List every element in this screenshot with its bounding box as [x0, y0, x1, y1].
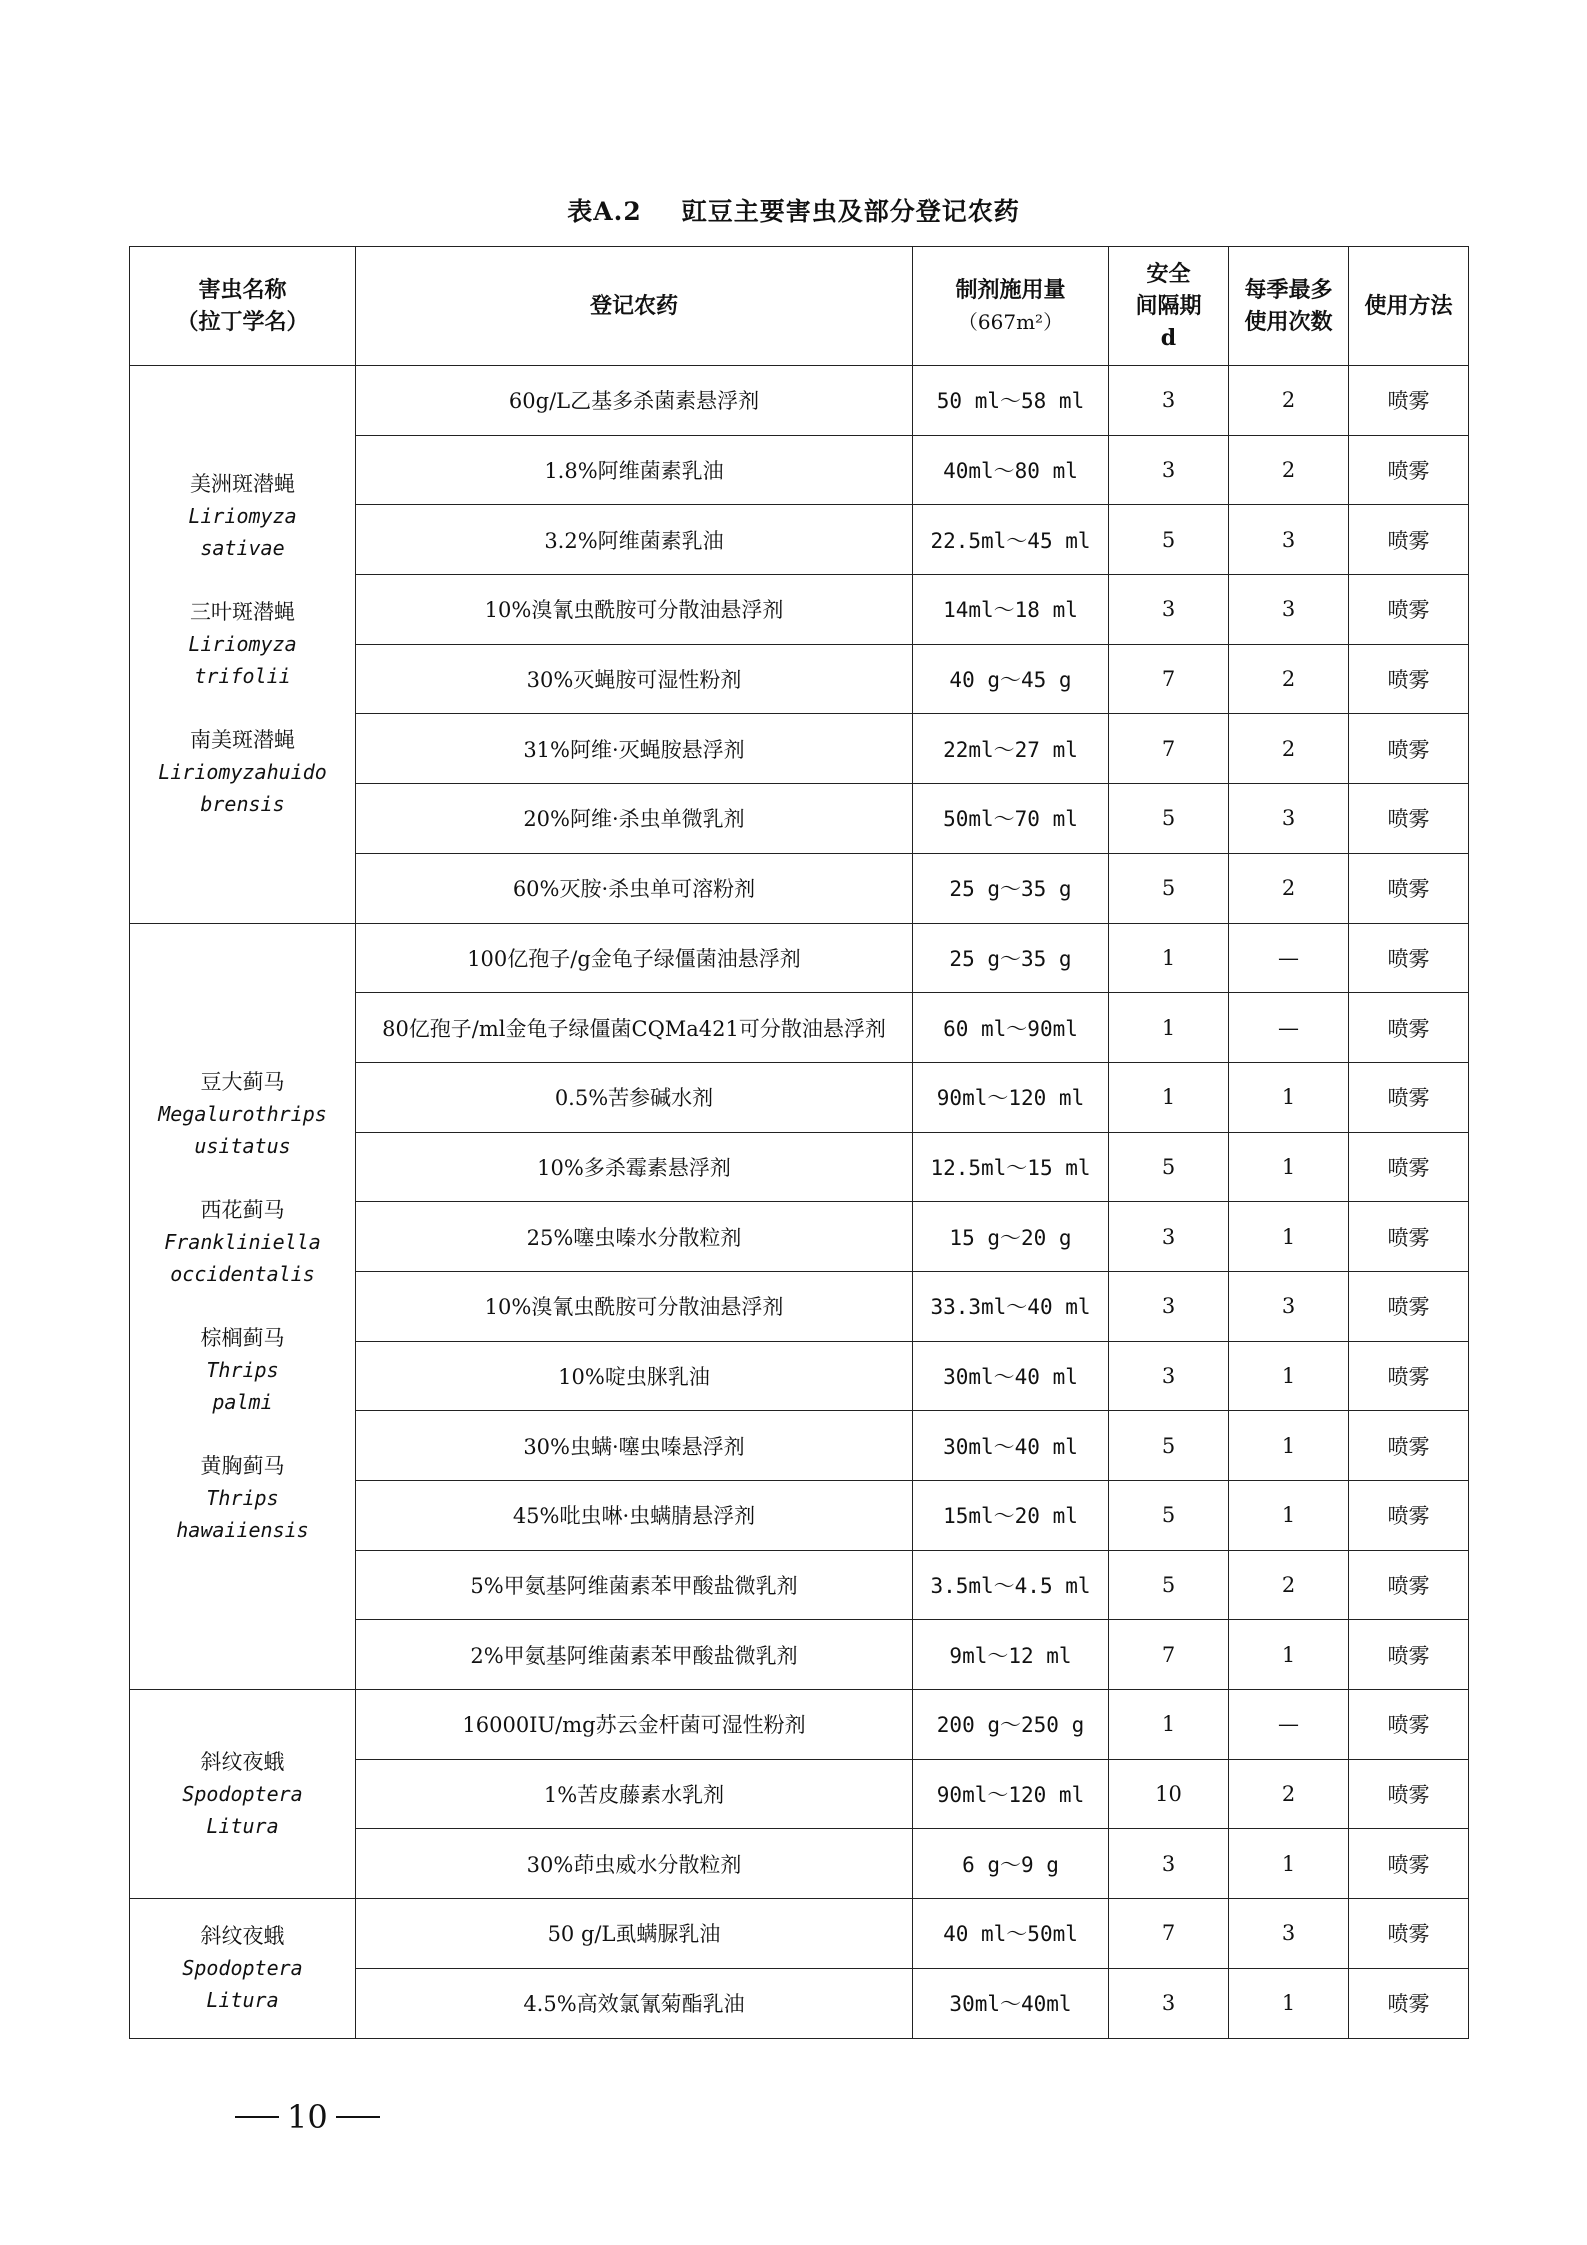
times-cell: 3 — [1229, 505, 1349, 575]
interval-cell: 3 — [1109, 575, 1229, 645]
dose-cell: 30ml～40 ml — [913, 1341, 1109, 1411]
pest-latin-name: Liriomyzahuido — [158, 760, 327, 785]
pest-entry — [134, 596, 351, 692]
dose-cell: 25 g～35 g — [913, 923, 1109, 993]
pest-latin-name: Litura — [206, 1988, 279, 2013]
page-number: 10 — [287, 2098, 328, 2136]
times-cell: 3 — [1229, 784, 1349, 854]
pesticide-cell: 10%啶虫脒乳油 — [356, 1341, 913, 1411]
method-cell: 喷雾 — [1349, 853, 1469, 923]
pest-latin-name: Thrips — [206, 1486, 279, 1511]
dose-cell: 22ml～27 ml — [913, 714, 1109, 784]
interval-cell: 5 — [1109, 784, 1229, 854]
method-cell: 喷雾 — [1349, 1481, 1469, 1551]
dose-cell: 50 ml～58 ml — [913, 366, 1109, 436]
pesticide-cell: 30%灭蝇胺可湿性粉剂 — [356, 644, 913, 714]
pest-entry — [134, 1322, 351, 1418]
pest-chinese-name: 豆大蓟马 — [200, 1070, 285, 1095]
method-cell: 喷雾 — [1349, 1829, 1469, 1899]
interval-cell: 1 — [1109, 993, 1229, 1063]
pesticide-cell: 60g/L乙基多杀菌素悬浮剂 — [356, 366, 913, 436]
method-cell: 喷雾 — [1349, 505, 1469, 575]
table-caption: 豇豆主要害虫及部分登记农药 — [681, 197, 1020, 226]
pest-chinese-name: 美洲斑潜蝇 — [190, 472, 295, 497]
dose-cell: 9ml～12 ml — [913, 1620, 1109, 1690]
method-cell: 喷雾 — [1349, 1899, 1469, 1969]
method-cell: 喷雾 — [1349, 1411, 1469, 1481]
pest-chinese-name: 斜纹夜蛾 — [200, 1750, 285, 1775]
method-cell: 喷雾 — [1349, 1271, 1469, 1341]
page-footer — [235, 2098, 380, 2136]
times-cell: 2 — [1229, 853, 1349, 923]
pest-cell — [130, 1899, 356, 2038]
pesticide-cell: 100亿孢子/g金龟子绿僵菌油悬浮剂 — [356, 923, 913, 993]
pest-latin-name: sativae — [200, 536, 285, 561]
dose-cell: 30ml～40 ml — [913, 1411, 1109, 1481]
pesticide-cell: 3.2%阿维菌素乳油 — [356, 505, 913, 575]
method-cell: 喷雾 — [1349, 1759, 1469, 1829]
pesticide-cell: 25%噻虫嗪水分散粒剂 — [356, 1202, 913, 1272]
dose-cell: 3.5ml～4.5 ml — [913, 1550, 1109, 1620]
header-pest: 害虫名称 （拉丁学名） — [130, 247, 356, 366]
interval-cell: 5 — [1109, 1481, 1229, 1551]
times-cell: 1 — [1229, 1132, 1349, 1202]
pest-chinese-name: 西花蓟马 — [200, 1198, 285, 1223]
interval-cell: 3 — [1109, 1341, 1229, 1411]
times-cell: 2 — [1229, 1759, 1349, 1829]
dose-cell: 60 ml～90ml — [913, 993, 1109, 1063]
pesticide-cell: 10%溴氰虫酰胺可分散油悬浮剂 — [356, 575, 913, 645]
pesticide-cell: 10%多杀霉素悬浮剂 — [356, 1132, 913, 1202]
times-cell: — — [1229, 1690, 1349, 1760]
pesticide-cell: 1%苦皮藤素水乳剂 — [356, 1759, 913, 1829]
header-pesticide: 登记农药 — [356, 247, 913, 366]
times-cell: 1 — [1229, 1968, 1349, 2038]
table-row — [130, 1690, 1469, 1760]
interval-cell: 7 — [1109, 1899, 1229, 1969]
interval-cell: 7 — [1109, 644, 1229, 714]
pesticide-cell: 60%灭胺·杀虫单可溶粉剂 — [356, 853, 913, 923]
pesticide-table — [129, 246, 1469, 2039]
pest-latin-name: hawaiiensis — [176, 1518, 309, 1543]
pest-chinese-name: 三叶斑潜蝇 — [190, 600, 295, 625]
pesticide-cell: 2%甲氨基阿维菌素苯甲酸盐微乳剂 — [356, 1620, 913, 1690]
dose-cell: 33.3ml～40 ml — [913, 1271, 1109, 1341]
interval-cell: 5 — [1109, 853, 1229, 923]
interval-cell: 5 — [1109, 1132, 1229, 1202]
times-cell: 3 — [1229, 1899, 1349, 1969]
table-title — [0, 192, 1587, 228]
dose-cell: 40ml～80 ml — [913, 435, 1109, 505]
pesticide-cell: 45%吡虫啉·虫螨腈悬浮剂 — [356, 1481, 913, 1551]
method-cell: 喷雾 — [1349, 1968, 1469, 2038]
pest-latin-name: occidentalis — [170, 1262, 315, 1287]
interval-cell: 1 — [1109, 1690, 1229, 1760]
pest-entry — [134, 468, 351, 564]
pesticide-cell: 16000IU/mg苏云金杆菌可湿性粉剂 — [356, 1690, 913, 1760]
pest-latin-name: Liriomyza — [188, 632, 297, 657]
pest-cell — [130, 366, 356, 924]
method-cell: 喷雾 — [1349, 1202, 1469, 1272]
interval-cell: 3 — [1109, 1968, 1229, 2038]
table-row — [130, 366, 1469, 436]
dose-cell: 40 g～45 g — [913, 644, 1109, 714]
dose-cell: 22.5ml～45 ml — [913, 505, 1109, 575]
times-cell: 2 — [1229, 366, 1349, 436]
header-times: 每季最多 使用次数 — [1229, 247, 1349, 366]
pest-latin-name: Frankliniella — [164, 1230, 321, 1255]
table-body — [130, 366, 1469, 2039]
interval-cell: 3 — [1109, 1202, 1229, 1272]
pest-cell — [130, 1690, 356, 1899]
pesticide-cell: 80亿孢子/ml金龟子绿僵菌CQMa421可分散油悬浮剂 — [356, 993, 913, 1063]
table-row — [130, 923, 1469, 993]
times-cell: 1 — [1229, 1202, 1349, 1272]
method-cell: 喷雾 — [1349, 644, 1469, 714]
pest-latin-name: Liriomyza — [188, 504, 297, 529]
times-cell: 1 — [1229, 1341, 1349, 1411]
times-cell: 2 — [1229, 1550, 1349, 1620]
pest-entry — [134, 1920, 351, 2016]
pesticide-cell: 50 g/L虱螨脲乳油 — [356, 1899, 913, 1969]
dose-cell: 90ml～120 ml — [913, 1062, 1109, 1132]
dose-cell: 12.5ml～15 ml — [913, 1132, 1109, 1202]
pest-latin-name: Spodoptera — [182, 1956, 303, 1981]
interval-cell: 3 — [1109, 435, 1229, 505]
pest-latin-name: Thrips — [206, 1358, 279, 1383]
method-cell: 喷雾 — [1349, 1620, 1469, 1690]
times-cell: 3 — [1229, 1271, 1349, 1341]
method-cell: 喷雾 — [1349, 784, 1469, 854]
header-interval: 安全 间隔期 d — [1109, 247, 1229, 366]
pest-chinese-name: 斜纹夜蛾 — [200, 1924, 285, 1949]
footer-dash-left — [235, 2116, 279, 2118]
pesticide-cell: 30%虫螨·噻虫嗪悬浮剂 — [356, 1411, 913, 1481]
dose-cell: 40 ml～50ml — [913, 1899, 1109, 1969]
pest-entry — [134, 1746, 351, 1842]
pest-cell — [130, 923, 356, 1690]
pest-entry — [134, 1194, 351, 1290]
times-cell: 3 — [1229, 575, 1349, 645]
table-row — [130, 1899, 1469, 1969]
interval-cell: 1 — [1109, 1062, 1229, 1132]
dose-cell: 200 g～250 g — [913, 1690, 1109, 1760]
times-cell: — — [1229, 923, 1349, 993]
dose-cell: 15 g～20 g — [913, 1202, 1109, 1272]
pesticide-cell: 10%溴氰虫酰胺可分散油悬浮剂 — [356, 1271, 913, 1341]
times-cell: 1 — [1229, 1062, 1349, 1132]
pest-entry — [134, 1066, 351, 1162]
table-label: 表A.2 — [567, 197, 642, 226]
header-row — [130, 247, 1469, 366]
header-dose: 制剂施用量 （667m²） — [913, 247, 1109, 366]
method-cell: 喷雾 — [1349, 435, 1469, 505]
interval-cell: 1 — [1109, 923, 1229, 993]
method-cell: 喷雾 — [1349, 993, 1469, 1063]
interval-cell: 7 — [1109, 1620, 1229, 1690]
pest-latin-name: usitatus — [194, 1134, 291, 1159]
times-cell: 2 — [1229, 714, 1349, 784]
times-cell: 1 — [1229, 1481, 1349, 1551]
method-cell: 喷雾 — [1349, 1062, 1469, 1132]
pest-entry — [134, 724, 351, 820]
pest-chinese-name: 南美斑潜蝇 — [190, 728, 295, 753]
pesticide-cell: 5%甲氨基阿维菌素苯甲酸盐微乳剂 — [356, 1550, 913, 1620]
interval-cell: 3 — [1109, 1271, 1229, 1341]
interval-cell: 3 — [1109, 1829, 1229, 1899]
interval-cell: 7 — [1109, 714, 1229, 784]
pesticide-cell: 20%阿维·杀虫单微乳剂 — [356, 784, 913, 854]
dose-cell: 6 g～9 g — [913, 1829, 1109, 1899]
times-cell: 1 — [1229, 1620, 1349, 1690]
pesticide-cell: 30%茚虫威水分散粒剂 — [356, 1829, 913, 1899]
pest-latin-name: brensis — [200, 792, 285, 817]
dose-cell: 90ml～120 ml — [913, 1759, 1109, 1829]
dose-cell: 30ml～40ml — [913, 1968, 1109, 2038]
pesticide-cell: 4.5%高效氯氰菊酯乳油 — [356, 1968, 913, 2038]
pest-chinese-name: 棕榈蓟马 — [200, 1326, 285, 1351]
times-cell: 2 — [1229, 435, 1349, 505]
times-cell: — — [1229, 993, 1349, 1063]
pest-latin-name: Spodoptera — [182, 1782, 303, 1807]
method-cell: 喷雾 — [1349, 1690, 1469, 1760]
pest-latin-name: trifolii — [194, 664, 291, 689]
method-cell: 喷雾 — [1349, 1132, 1469, 1202]
dose-cell: 15ml～20 ml — [913, 1481, 1109, 1551]
header-method: 使用方法 — [1349, 247, 1469, 366]
method-cell: 喷雾 — [1349, 1341, 1469, 1411]
method-cell: 喷雾 — [1349, 366, 1469, 436]
times-cell: 1 — [1229, 1829, 1349, 1899]
times-cell: 1 — [1229, 1411, 1349, 1481]
pest-latin-name: palmi — [212, 1390, 273, 1415]
method-cell: 喷雾 — [1349, 714, 1469, 784]
interval-cell: 10 — [1109, 1759, 1229, 1829]
method-cell: 喷雾 — [1349, 1550, 1469, 1620]
times-cell: 2 — [1229, 644, 1349, 714]
pest-latin-name: Megalurothrips — [158, 1102, 327, 1127]
dose-cell: 14ml～18 ml — [913, 575, 1109, 645]
pesticide-cell: 1.8%阿维菌素乳油 — [356, 435, 913, 505]
pest-chinese-name: 黄胸蓟马 — [200, 1454, 285, 1479]
interval-cell: 3 — [1109, 366, 1229, 436]
pest-entry — [134, 1450, 351, 1546]
method-cell: 喷雾 — [1349, 923, 1469, 993]
interval-cell: 5 — [1109, 1411, 1229, 1481]
interval-cell: 5 — [1109, 505, 1229, 575]
dose-cell: 50ml～70 ml — [913, 784, 1109, 854]
interval-cell: 5 — [1109, 1550, 1229, 1620]
pesticide-cell: 0.5%苦参碱水剂 — [356, 1062, 913, 1132]
footer-dash-right — [336, 2116, 380, 2118]
pesticide-cell: 31%阿维·灭蝇胺悬浮剂 — [356, 714, 913, 784]
dose-cell: 25 g～35 g — [913, 853, 1109, 923]
pest-latin-name: Litura — [206, 1814, 279, 1839]
method-cell: 喷雾 — [1349, 575, 1469, 645]
